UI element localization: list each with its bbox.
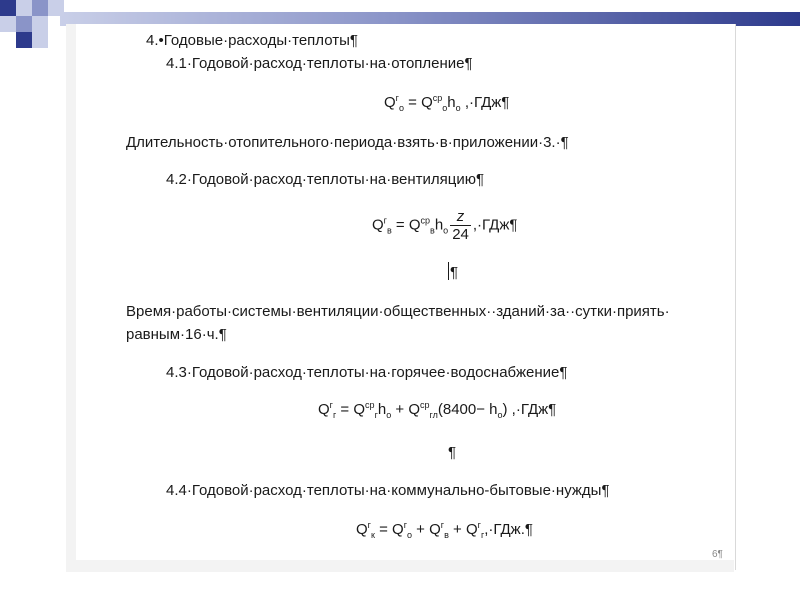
- formula-subscript: о: [406, 530, 412, 540]
- formula-symbol: Q: [384, 94, 396, 111]
- checker-square: [16, 16, 32, 32]
- formula-superscript: ср: [432, 93, 443, 103]
- formula-subscript: г: [480, 530, 485, 540]
- formula-parenthesis: (8400− h: [437, 401, 498, 418]
- formula-subscript: о: [455, 103, 461, 113]
- formula-symbol: Q: [408, 401, 420, 418]
- formula-subscript: о: [497, 410, 503, 420]
- formula-symbol: Q: [372, 216, 384, 234]
- formula-equals: =: [374, 521, 393, 538]
- text-cursor: [448, 262, 449, 280]
- checker-square: [32, 32, 48, 48]
- formula-symbol: Q: [353, 401, 366, 418]
- formula-symbol: Q: [429, 521, 441, 538]
- checker-square: [32, 16, 48, 32]
- formula-symbol: h: [434, 216, 444, 234]
- formula-subscript: о: [442, 103, 448, 113]
- formula-superscript: г: [395, 93, 399, 103]
- empty-paragraph-mark: ¶: [450, 264, 459, 281]
- fraction-denominator: 24: [452, 226, 469, 243]
- formula-symbol: Q: [356, 521, 368, 538]
- formula-subscript: о: [443, 225, 449, 236]
- paragraph-vent-time-line-1: Время·работы·системы·вентиляции·общественных··зданий·за··сутки·приять·: [126, 303, 670, 320]
- corner-checker-decoration: [0, 0, 64, 48]
- formula-equals: =: [403, 94, 422, 111]
- paragraph-vent-time-line-2: равным·16·ч.¶: [126, 326, 227, 343]
- formula-plus: +: [391, 401, 409, 418]
- subsection-heading-4-1: 4.1·Годовой·расход·теплоты·на·отопление¶: [166, 55, 473, 72]
- page-left-shade: [66, 24, 76, 570]
- formula-subscript: о: [386, 410, 392, 420]
- formula-superscript: г: [367, 520, 371, 530]
- formula-superscript: г: [383, 215, 387, 226]
- subsection-heading-4-4: 4.4·Годовой·расход·теплоты·на·коммунально-бытовые·нужды¶: [166, 482, 610, 499]
- checker-square: [16, 0, 32, 16]
- paragraph-heating-period: Длительность·отопительного·периода·взять·в·приложении·3.·¶: [126, 134, 569, 151]
- formula-superscript: ср: [365, 400, 375, 410]
- formula-superscript: ср: [420, 215, 431, 226]
- formula-subscript: в: [444, 530, 449, 540]
- checker-square: [0, 16, 16, 32]
- section-title: 4.•Годовые·расходы·теплоты¶: [146, 32, 358, 49]
- formula-symbol: Q: [392, 521, 404, 538]
- page-bottom-shade: [66, 560, 734, 572]
- subsection-heading-4-3: 4.3·Годовой·расход·теплоты·на·горячее·водоснабжение¶: [166, 364, 568, 381]
- formula-symbol: h: [377, 401, 387, 418]
- formula-ventilation: [372, 208, 517, 243]
- formula-communal: [356, 520, 533, 540]
- formula-superscript: г: [329, 400, 333, 410]
- page-number: 6¶: [712, 549, 723, 560]
- formula-symbol: Q: [408, 216, 421, 234]
- formula-symbol: Q: [318, 401, 330, 418]
- checker-square: [32, 0, 48, 16]
- formula-plus: +: [412, 521, 430, 538]
- formula-superscript: г: [403, 520, 407, 530]
- formula-unit: ,·ГДж¶: [472, 216, 518, 234]
- formula-subscript: о: [398, 103, 404, 113]
- formula-unit: ,·ГДж¶: [507, 401, 557, 418]
- formula-equals: =: [336, 401, 354, 418]
- formula-plus: +: [448, 521, 466, 538]
- formula-symbol: Q: [465, 521, 478, 538]
- subsection-heading-4-2: 4.2·Годовой·расход·теплоты·на·вентиляцию¶: [166, 171, 485, 188]
- formula-unit: ,·ГДж.¶: [484, 521, 533, 538]
- formula-subscript: к: [370, 530, 375, 540]
- formula-subscript: в: [430, 225, 435, 236]
- checker-square: [0, 0, 16, 16]
- formula-subscript: г: [374, 410, 378, 420]
- formula-subscript: гл: [429, 410, 438, 420]
- formula-equals: =: [391, 216, 409, 234]
- formula-subscript: г: [332, 410, 337, 420]
- formula-heating: [384, 93, 509, 113]
- checker-square: [16, 32, 32, 48]
- checker-square: [48, 0, 64, 16]
- formula-hot-water: [318, 400, 556, 420]
- formula-superscript: г: [477, 520, 481, 530]
- formula-superscript: г: [440, 520, 445, 530]
- empty-paragraph-mark: ¶: [448, 444, 457, 461]
- formula-fraction: [450, 208, 471, 243]
- formula-symbol: Q: [421, 94, 433, 111]
- formula-parenthesis-close: ): [502, 401, 508, 418]
- formula-superscript: ср: [420, 400, 430, 410]
- formula-symbol: h: [447, 94, 456, 111]
- formula-subscript: в: [386, 225, 392, 236]
- formula-unit: ,·ГДж¶: [460, 94, 510, 111]
- fraction-numerator: z: [450, 208, 471, 226]
